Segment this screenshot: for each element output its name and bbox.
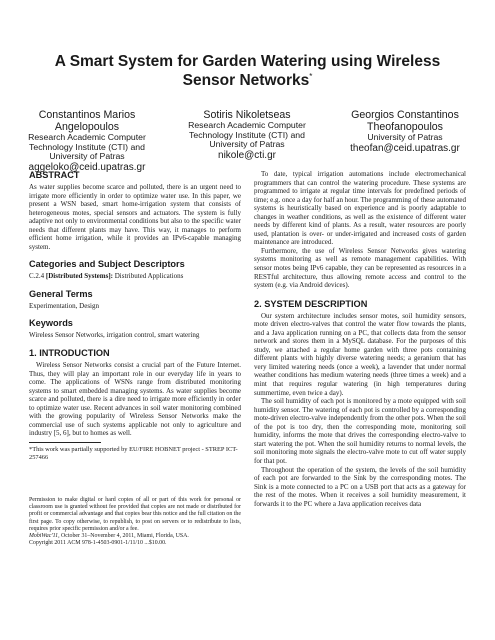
- author-affiliation: Research Academic Computer: [28, 132, 146, 142]
- author-affiliation: Technology Institute (CTI) and: [29, 141, 145, 152]
- introduction-text: Wireless Sensor Networks consist a crucial part of the Future Internet. Thus, they will play an important role in our everyday life in years to come. The applications of WSNs range from distributed monitoring systems to smart embedded managing systems. As water supplies become scarce and polluted, there is a dire need to irrigate more efficiently in order to optimize water use. Recent advances in soil water monitoring combined with the growing popularity of Wireless Sensor Networks make the commercial use of such systems applicable not only to agriculture and industry [5, 6], but to homes as well.: [29, 361, 241, 438]
- title-footnote-mark: *: [309, 71, 313, 81]
- author-1: [12, 109, 162, 174]
- title-line-1: A Smart System for Garden Watering using Wireless: [54, 53, 441, 70]
- permission-notice: Permission to make digital or hard copies of all or part of this work for personal or classroom use is granted without fee provided that copies are not made or distributed for profit or commercial advantage and that copies bear this notice and the full citation on the first page. To copy otherwise, to republish, to post on servers or to redistribute to lists, requires prior specific permission and/or a fee.: [29, 497, 241, 532]
- author-name: Georgios Constantinos: [351, 109, 459, 121]
- right-column: [254, 170, 466, 508]
- introduction-heading: 1. INTRODUCTION: [29, 348, 110, 359]
- author-name: Constantinos Marios: [38, 109, 136, 121]
- title-line-2: Sensor Networks: [182, 72, 310, 89]
- categories-subject: Distributed Applications: [113, 272, 184, 281]
- author-email: theofan@ceid.upatras.gr: [350, 142, 460, 154]
- system-paragraph-1: Our system architecture includes sensor motes, soil humidity sensors, mote driven electro-valves that control the water flow towards the plants, and a Java application running on a PC, that collects data from the sensor network and stores them in a MySQL database. For the purposes of this study, we attached a regular home garden with three pots containing different plants with highly diverse watering needs; a geranium that has very limited watering needs (once a week), a lavender that under normal weather conditions has medium watering needs (three times a week) and a mint that requires regular watering (in high temperatures during summertime, even twice a day).: [254, 311, 466, 397]
- author-affiliation: University of Patras: [367, 132, 443, 142]
- intro-continued-paragraph-1: To date, typical irrigation automations include electromechanical programmers that can control the watering procedure. These systems are programmed to irrigate at regular time intervals for predefined periods of time; e.g. once a day for half an hour. The programming of these automated systems is heuristically based on experience and is poorly adaptable to changes in weather conditions, as well as the existence of different water needs by different kind of plants. As a result, water resources are poorly used, plantation is over- or under-irrigated and increased costs of garden maintenance are introduced.: [254, 170, 466, 247]
- categories-term: [Distributed Systems]:: [45, 272, 113, 281]
- author-email: aggeloko@ceid.upatras.gr: [28, 161, 146, 173]
- author-2: [167, 109, 327, 162]
- footnote-rule: [29, 442, 101, 443]
- author-block: [12, 109, 482, 173]
- general-terms-text: Experimentation, Design: [29, 301, 99, 310]
- author-affiliation: University of Patras: [49, 151, 125, 162]
- categories-heading: Categories and Subject Descriptors: [29, 259, 185, 270]
- system-paragraph-2: The soil humidity of each pot is monitored by a mote equipped with soil humidity sensor. The watering of each pot is controlled by a corresponding mote-driven electro-valve independently from the other pots. When the soil of the pot is too dry, then the corresponding mote, monitoring soil humidity, informs the mote that drives the corresponding electro-valve to start watering the pot. When the soil humidity returns to normal levels, the soil monitoring mote signals the electro-valve mote to cut off water supply for that pot.: [254, 397, 466, 465]
- abstract-text: As water supplies become scarce and polluted, there is an urgent need to irrigate more efficiently in order to optimize water use. In this paper, we present a WSN based, smart home-irrigation system that consists of heterogeneous motes, special sensors and actuators. The system is fully adaptive not only to environmental conditions but also to the specific water needs that different plants may have. This way, it manages to perform efficient home irrigation, while it provides an IPv6-capable managing system.: [29, 183, 241, 251]
- copyright-line: Copyright 2011 ACM 978-1-4503-0901-1/11/10 ...$10.00.: [29, 540, 167, 547]
- author-email: nikole@cti.gr: [218, 149, 276, 161]
- author-affiliation: Research Academic Computer: [188, 120, 306, 130]
- author-name: Theofanopoulos: [367, 121, 443, 133]
- abstract-heading: ABSTRACT: [29, 170, 80, 180]
- intro-continued-paragraph-2: Furthermore, the use of Wireless Sensor Networks gives watering systems monitoring as well as remote management capabilities. With sensor motes being IPv6 capable, they can be represented as resources in a RESTful architecture, thus allowing remote access and control to the system (e.g. via Android devices).: [254, 246, 466, 290]
- general-terms-heading: General Terms: [29, 288, 93, 299]
- venue-line: [29, 533, 241, 540]
- categories-code: C.2.4: [29, 272, 45, 281]
- left-column: [29, 170, 241, 547]
- author-affiliation: Technology Institute (CTI) and: [189, 129, 305, 140]
- keywords-text: Wireless Sensor Networks, irrigation control, smart watering: [29, 331, 200, 340]
- author-affiliation: University of Patras: [209, 139, 285, 150]
- author-name: Sotiris Nikoletseas: [203, 109, 291, 121]
- categories-text: [29, 272, 241, 281]
- keywords-heading: Keywords: [29, 318, 73, 329]
- author-name: Angelopoulos: [54, 121, 120, 133]
- footnote-text: *This work was partially supported by EU/FIRE HOBNET project - STREP ICT-257466: [29, 445, 238, 461]
- venue-details: October 31–November 4, 2011, Miami, Florida, USA.: [59, 532, 189, 539]
- paper-title: [30, 52, 465, 90]
- author-3: [330, 109, 480, 155]
- venue-name: MobiWac'11,: [29, 532, 60, 539]
- system-paragraph-3: Throughout the operation of the system, the levels of the soil humidity of each pot are forwarded to the Sink by the corresponding motes. The Sink is a mote connected to a PC on a USB port that acts as a gateway for the rest of the motes. When it receives a soil humidity measurement, it forwards it to the PC where a Java application receives data: [254, 465, 466, 508]
- system-description-heading: 2. SYSTEM DESCRIPTION: [254, 298, 368, 309]
